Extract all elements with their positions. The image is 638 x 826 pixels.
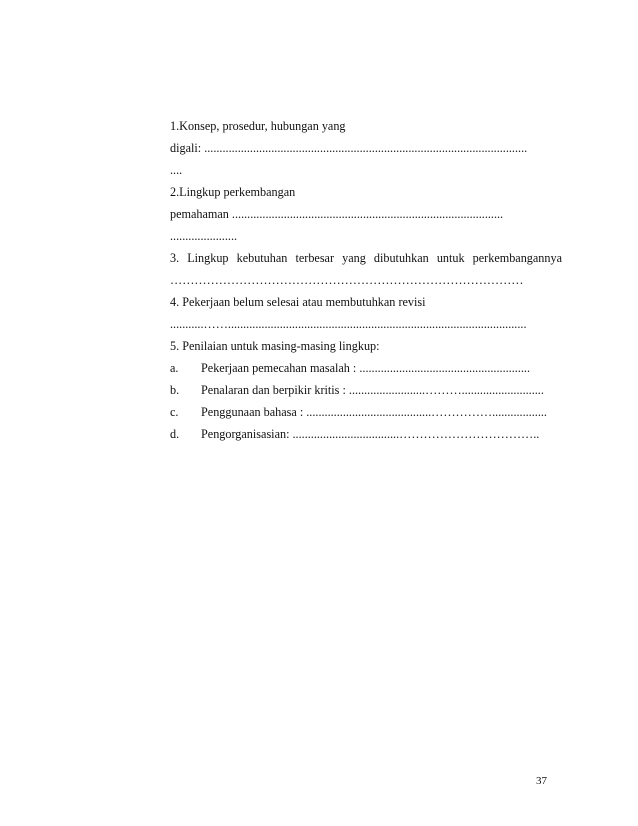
section-2-blank-line: pemahaman ......................................................................................... <box>170 207 504 221</box>
assessment-item-text: Penggunaan bahasa : .........................................…………….................. <box>201 405 547 419</box>
assessment-item-label: d. <box>170 427 180 441</box>
section-1-blank-continuation: .... <box>170 163 183 177</box>
section-1-blank-line: digali: .......................................................................................................... <box>170 141 528 155</box>
section-5-title: 5. Penilaian untuk masing-masing lingkup: <box>170 339 380 353</box>
section-4-title: 4. Pekerjaan belum selesai atau membutuhkan revisi <box>170 295 426 309</box>
section-2-blank-continuation: ...................... <box>170 229 238 243</box>
assessment-item-label: b. <box>170 383 180 397</box>
section-3-title: 3. Lingkup kebutuhan terbesar yang dibutuhkan untuk perkembangannya <box>170 251 562 265</box>
assessment-item-text: Pengorganisasian: ...................................…………………………….. <box>201 427 540 441</box>
assessment-item-text: Pekerjaan pemecahan masalah : ........................................................ <box>201 361 530 375</box>
section-4-blank-line: ...........…….................................................................................................. <box>170 317 527 331</box>
assessment-item-label: a. <box>170 361 179 375</box>
section-1-title: 1.Konsep, prosedur, hubungan yang <box>170 119 346 133</box>
page-number: 37 <box>536 775 547 787</box>
assessment-item-label: c. <box>170 405 179 419</box>
section-2-title: 2.Lingkup perkembangan <box>170 185 296 199</box>
assessment-item-text: Penalaran dan berpikir kritis : .........................………........................... <box>201 383 544 397</box>
section-3-blank-line: …………………………………………………………………………… <box>170 273 524 287</box>
